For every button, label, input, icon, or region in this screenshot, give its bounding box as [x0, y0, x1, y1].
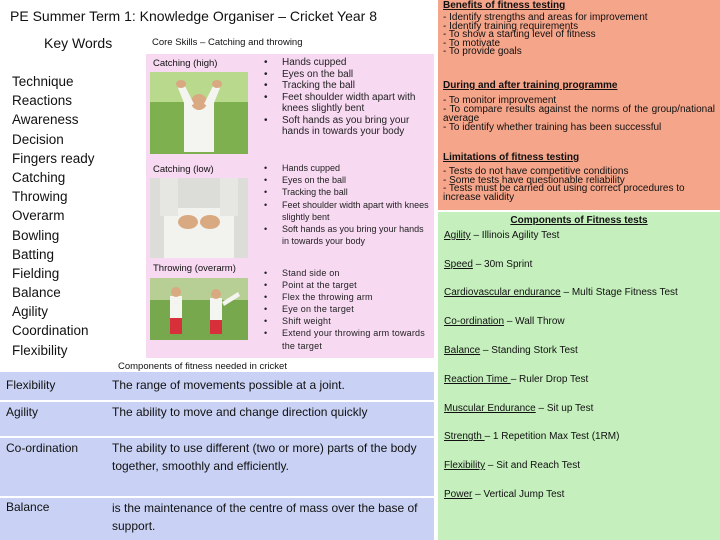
test-component: Cardiovascular endurance [444, 287, 561, 298]
benefit-item: - Identify training requirements [443, 20, 579, 32]
test-name: – Vertical Jump Test [472, 489, 565, 500]
benefit-item: - To show a starting level of fitness [443, 29, 596, 41]
fitness-tests-panel [438, 212, 720, 540]
key-word: Catching [12, 169, 66, 185]
skill-points [258, 57, 430, 138]
fitness-testing-panel [438, 0, 720, 210]
limitation-item: - Some tests have questionable reliability [443, 174, 625, 186]
benefit-item: - To motivate [443, 37, 501, 49]
tests-title: Components of Fitness tests [510, 215, 648, 226]
core-skills-panel [146, 54, 434, 358]
skill-label: Catching (low) [153, 164, 214, 175]
benefit-item: - Identify strengths and areas for improvement [443, 12, 648, 23]
components-table [0, 372, 434, 540]
catching-low-photo [150, 178, 248, 258]
key-words-heading: Key Words [44, 35, 113, 51]
test-name: – 30m Sprint [472, 259, 533, 270]
benefit-item: - To provide goals [443, 46, 522, 58]
test-name: – Standing Stork Test [480, 345, 578, 356]
test-item [444, 489, 564, 500]
component-term: Flexibility [6, 378, 56, 392]
during-after-heading: During and after training programme [443, 80, 618, 91]
skill-point: • Flex the throwing arm [258, 291, 430, 303]
benefits-list [443, 14, 715, 57]
key-word: Throwing [12, 189, 68, 205]
during-after-item: - To monitor improvement [443, 95, 557, 106]
test-name: – Wall Throw [504, 316, 565, 327]
key-word: Agility [12, 304, 49, 320]
skill-point: • Hands cupped [258, 162, 430, 174]
core-skills-heading: Core Skills – Catching and throwing [152, 37, 303, 48]
limitation-item: - Tests must be carried out using correct procedures to increase validity [443, 183, 685, 203]
skill-label: Catching (high) [153, 58, 218, 69]
skill-point: • Soft hands as you bring your hands in towards your body [258, 115, 430, 138]
component-row-flexibility [0, 372, 434, 400]
key-word: Coordination [12, 323, 89, 339]
skill-point: • Tracking the ball [258, 80, 430, 92]
test-component: Muscular Endurance [444, 403, 536, 414]
key-word: Balance [12, 285, 61, 301]
test-item [444, 403, 593, 414]
skill-points [258, 267, 430, 352]
component-definition: The ability to move and change direction quickly [112, 405, 368, 419]
key-word: Reactions [12, 93, 73, 109]
key-word: Fingers ready [12, 150, 95, 166]
skill-row-catching-low [146, 156, 434, 260]
component-row-agility [0, 402, 434, 436]
key-word: Bowling [12, 227, 60, 243]
test-component: Power [444, 489, 473, 500]
skill-point: • Point at the target [258, 279, 430, 291]
skill-point: • Soft hands as you bring your hands in towards your body [258, 223, 430, 247]
component-term: Balance [6, 500, 50, 514]
during-after-item: - To identify whether training has been successful [443, 122, 662, 133]
skill-point: • Eyes on the ball [258, 69, 430, 81]
skill-row-throwing-overarm [146, 260, 434, 358]
key-word: Fielding [12, 265, 60, 281]
skill-point: • Stand side on [258, 267, 430, 279]
test-item [444, 316, 565, 327]
test-item [444, 431, 619, 442]
limitations-heading: Limitations of fitness testing [443, 152, 580, 163]
skill-point: • Eyes on the ball [258, 174, 430, 186]
key-word: Flexibility [12, 342, 68, 358]
component-definition: The range of movements possible at a joint. [112, 378, 345, 392]
component-row-coordination [0, 438, 434, 496]
during-after-item: - To compare results against the norms of the group/national average [443, 104, 715, 124]
benefits-heading: Benefits of fitness testing [443, 0, 566, 11]
test-item [444, 259, 532, 270]
skill-points [258, 162, 430, 247]
test-item [444, 374, 588, 385]
component-definition: The ability to use different (two or more) parts of the body together, smoothly and efficiently. [112, 441, 417, 473]
test-name: – Sit up Test [535, 403, 594, 414]
component-row-balance [0, 498, 434, 540]
component-term: Agility [6, 405, 39, 419]
test-name: – Illinois Agility Test [470, 230, 560, 241]
test-item [444, 345, 578, 356]
key-word: Batting [12, 246, 55, 262]
skill-row-catching-high [146, 54, 434, 156]
test-component: Agility [444, 230, 471, 241]
test-component: Co-ordination [444, 316, 505, 327]
skill-point: • Eye on the target [258, 303, 430, 315]
skill-point: • Extend your throwing arm towards the target [258, 327, 430, 351]
test-component: Reaction Time [444, 374, 511, 385]
skill-point: • Shift weight [258, 315, 430, 327]
test-component: Balance [444, 345, 481, 356]
test-component: Flexibility [444, 460, 486, 471]
key-word: Decision [12, 131, 64, 147]
test-item [444, 287, 678, 298]
catching-high-photo [150, 72, 248, 154]
test-name: – 1 Repetition Max Test (1RM) [484, 431, 620, 442]
limitations-list [443, 168, 715, 202]
skill-point: • Hands cupped [258, 57, 430, 69]
components-title: Components of fitness needed in cricket [118, 361, 287, 372]
test-component: Strength [444, 431, 485, 442]
component-definition: is the maintenance of the centre of mass over the base of support. [112, 501, 418, 533]
test-component: Speed [444, 259, 473, 270]
page-title: PE Summer Term 1: Knowledge Organiser – Cricket Year 8 [10, 8, 378, 24]
test-name: – Multi Stage Fitness Test [560, 287, 678, 298]
skill-point: • Feet shoulder width apart with knees slightly bent [258, 199, 430, 223]
key-words-list [12, 72, 132, 360]
skill-label: Throwing (overarm) [153, 263, 236, 274]
test-item [444, 230, 559, 241]
key-word: Technique [12, 74, 74, 89]
skill-point: • Tracking the ball [258, 186, 430, 198]
key-word: Awareness [12, 112, 79, 128]
test-item [444, 460, 580, 471]
component-term: Co-ordination [6, 441, 79, 455]
limitation-item: - Tests do not have competitive conditions [443, 166, 629, 177]
test-name: – Ruler Drop Test [510, 374, 589, 385]
test-name: – Sit and Reach Test [485, 460, 580, 471]
during-after-list [443, 96, 715, 132]
throwing-overarm-photo [150, 278, 248, 340]
skill-point: • Feet shoulder width apart with knees slightly bent [258, 92, 430, 115]
key-word: Overarm [12, 208, 65, 224]
